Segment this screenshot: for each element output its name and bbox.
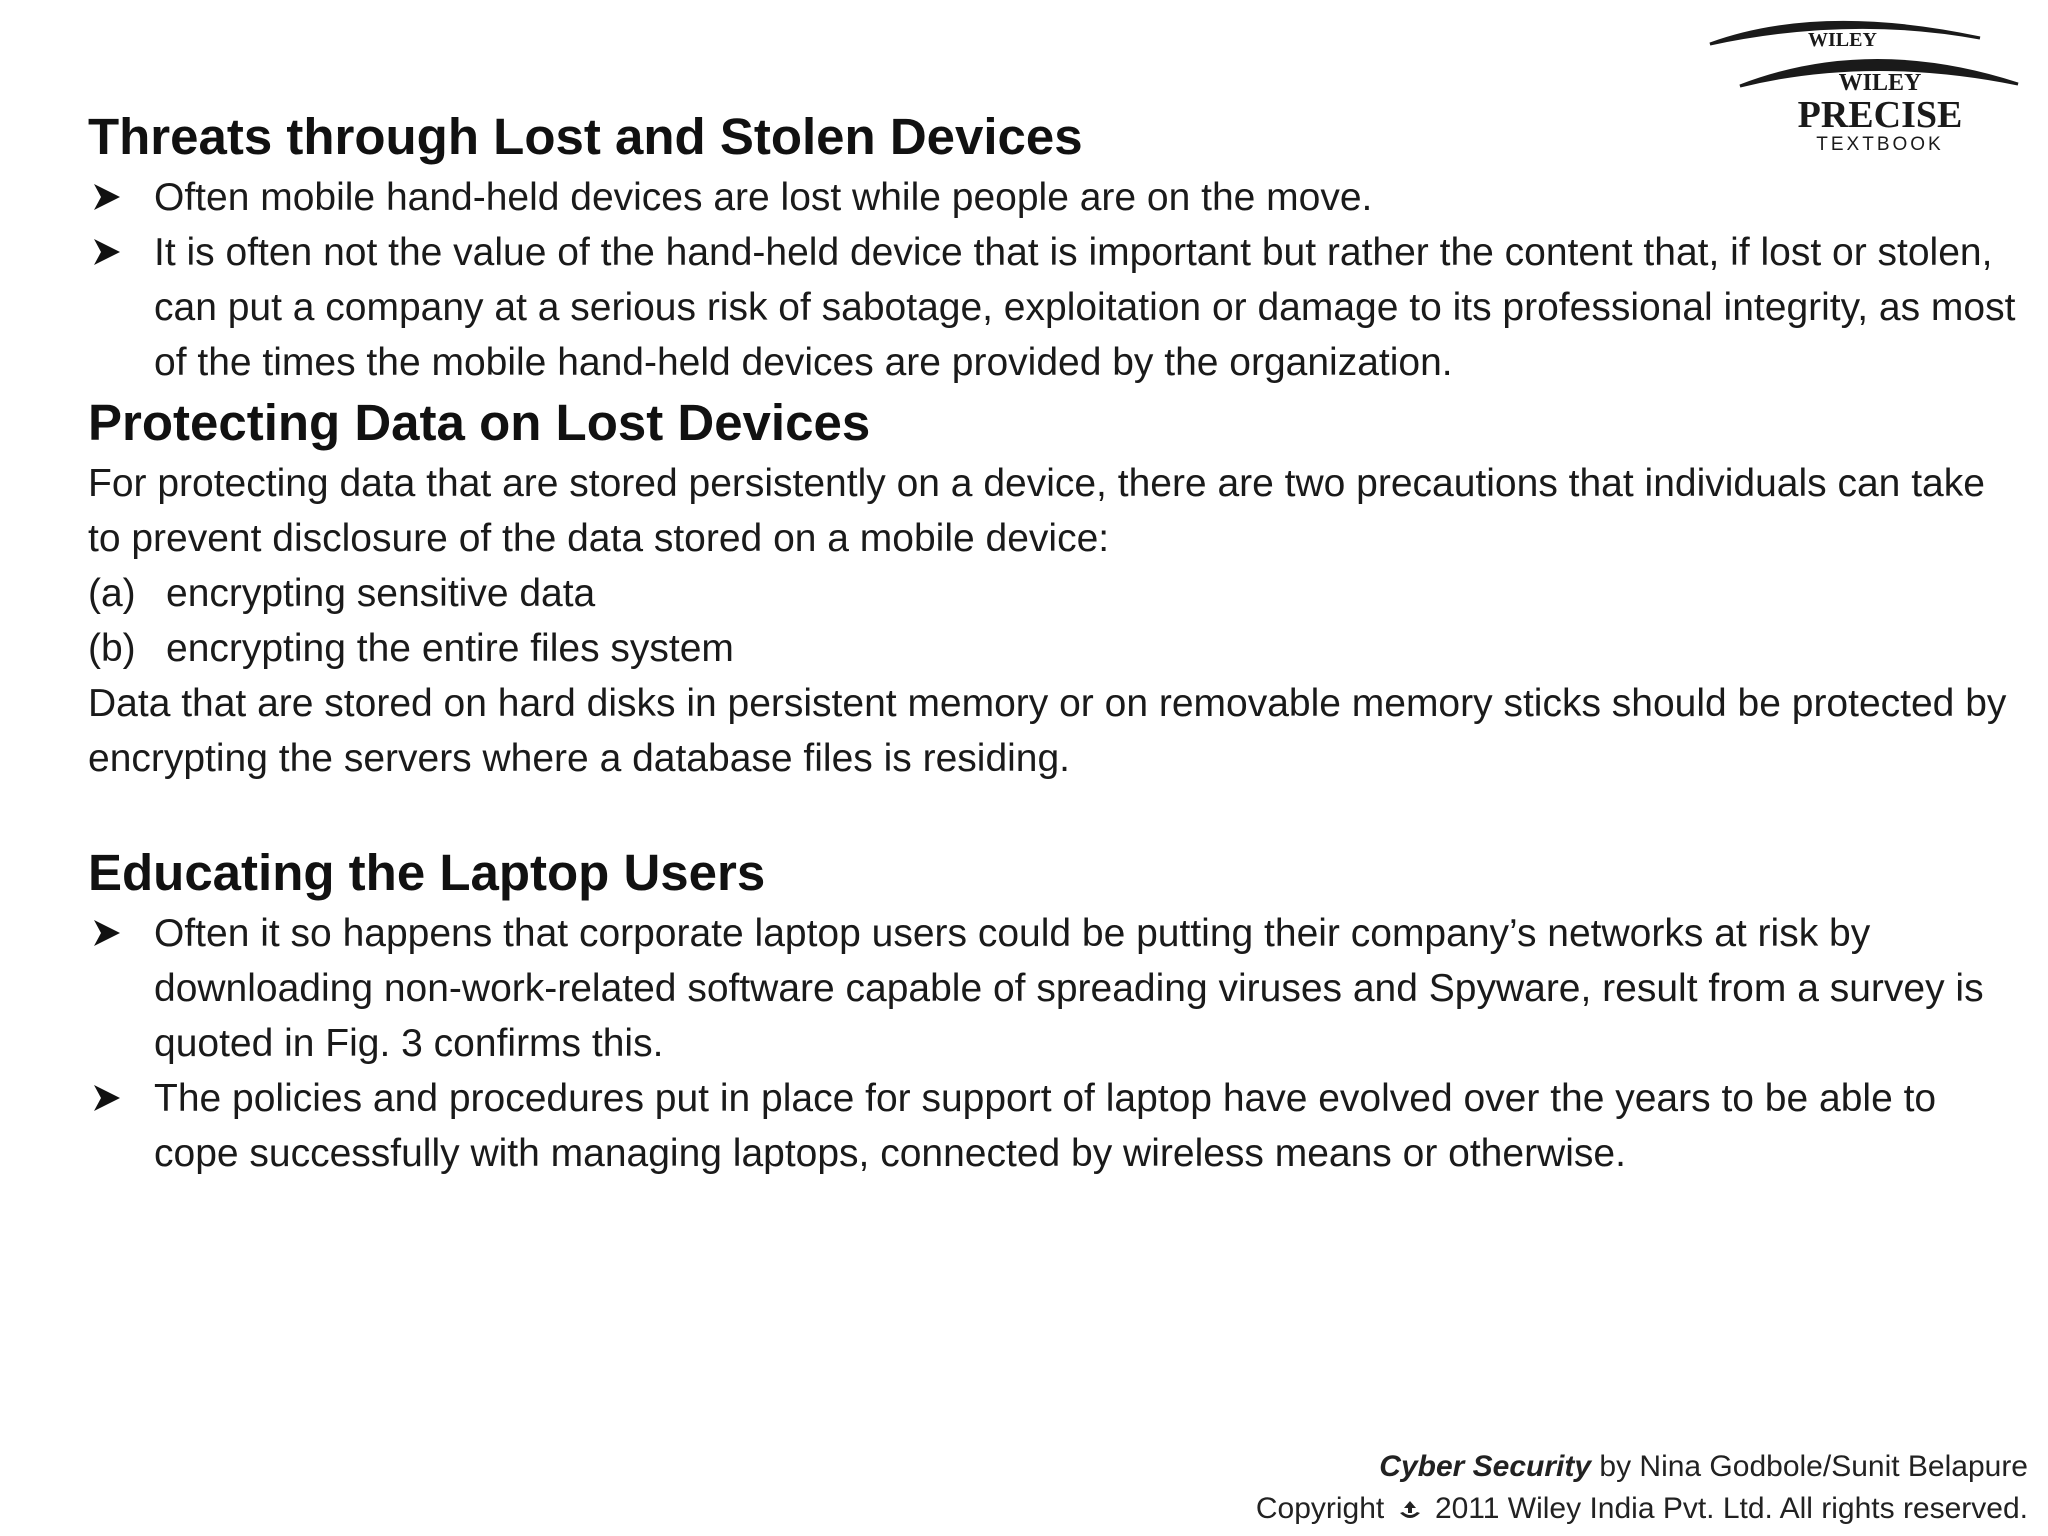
- logo-subtitle: TEXTBOOK: [1816, 134, 1944, 155]
- precaution-text: encrypting sensitive data: [166, 572, 596, 615]
- bullet-text: Often it so happens that corporate laptop users could be putting their company’s networks at risk by downloading non-work-related software capable of spreading viruses and Spyware, result from a survey is quoted in Fig. 3 confirms this.: [154, 912, 1984, 1065]
- bullet-item: [88, 906, 2018, 1071]
- precaution-item: [88, 566, 2018, 621]
- footer-copyright-prefix: Copyright: [1255, 1492, 1393, 1525]
- precautions-list: [88, 566, 2018, 676]
- arrow-bullet-icon: [92, 918, 122, 948]
- protecting-closing: Data that are stored on hard disks in persistent memory or on removable memory sticks should be protected by encrypting the servers where a database files is residing.: [88, 682, 2007, 780]
- footer-book-line: [1256, 1446, 2028, 1488]
- precaution-item: [88, 621, 2018, 676]
- heading-threats: Threats through Lost and Stolen Devices: [88, 108, 1083, 165]
- arrow-bullet-icon: [92, 1083, 122, 1113]
- precaution-text: encrypting the entire files system: [166, 627, 734, 670]
- logo-top-text: WILEY: [1808, 29, 1877, 51]
- logo-product: PRECISE: [1797, 94, 1963, 136]
- footer-copyright-suffix: 2011 Wiley India Pvt. Ltd. All rights reserved.: [1434, 1492, 2028, 1525]
- arrow-bullet-icon: [92, 237, 122, 267]
- bullet-item: [88, 170, 2018, 225]
- bullet-text: It is often not the value of the hand-held device that is important but rather the content that, if lost or stolen, can put a company at a serious risk of sabotage, exploitation or damage to its professional integrity, as most of the times the mobile hand-held devices are provided by the organization.: [154, 231, 2016, 384]
- slide-content: [88, 104, 2018, 1181]
- bullet-text: Often mobile hand-held devices are lost while people are on the move.: [154, 176, 1373, 219]
- copyright-icon: [1397, 1497, 1423, 1523]
- footer: [1256, 1446, 2028, 1530]
- protecting-intro: For protecting data that are stored persistently on a device, there are two precautions that individuals can take to prevent disclosure of the data stored on a mobile device:: [88, 462, 1985, 560]
- logo-brand: WILEY: [1838, 70, 1922, 96]
- heading-protecting-data: Protecting Data on Lost Devices: [88, 394, 871, 451]
- precaution-marker: (b): [88, 627, 136, 670]
- spacer: [88, 786, 2018, 840]
- footer-by-line: by Nina Godbole/Sunit Belapure: [1591, 1450, 2028, 1483]
- bullet-text: The policies and procedures put in place for support of laptop have evolved over the years to be able to cope successfully with managing laptops, connected by wireless means or otherwise.: [154, 1077, 1937, 1175]
- bullet-item: [88, 1071, 2018, 1181]
- threats-bullet-list: [88, 170, 2018, 390]
- heading-educating-laptop-users: Educating the Laptop Users: [88, 844, 766, 901]
- arrow-bullet-icon: [92, 182, 122, 212]
- educating-bullet-list: [88, 906, 2018, 1181]
- precaution-marker: (a): [88, 572, 136, 615]
- footer-copyright-line: [1256, 1488, 2028, 1530]
- bullet-item: [88, 225, 2018, 390]
- footer-book-title: Cyber Security: [1379, 1450, 1592, 1483]
